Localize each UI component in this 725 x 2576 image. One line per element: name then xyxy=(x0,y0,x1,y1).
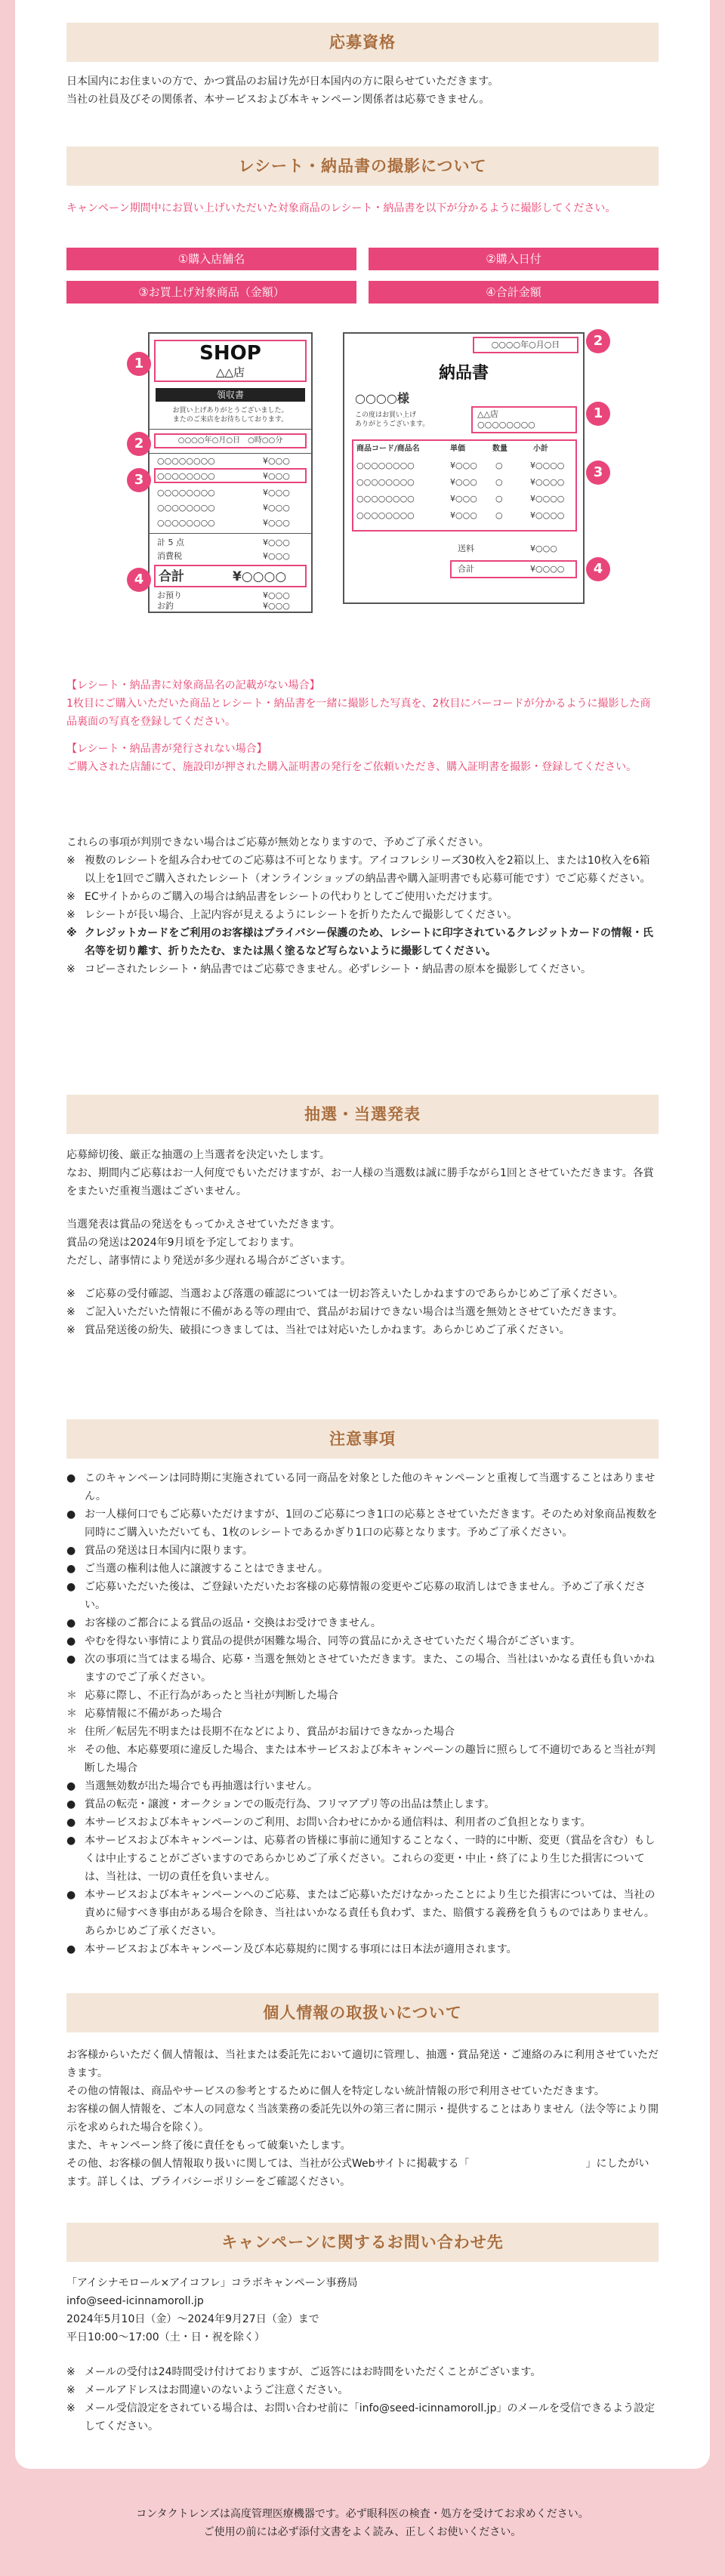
note-mark: ● xyxy=(66,1563,76,1575)
note-mark: ● xyxy=(66,1617,76,1629)
invoice-total-value: ¥○○○○ xyxy=(530,564,565,574)
badge-2-invoice: 2 xyxy=(586,329,610,353)
lottery-line: 応募締切後、厳正な抽選の上当選者を決定いたします。 xyxy=(66,1149,330,1161)
divider xyxy=(150,453,311,454)
footer-line: ご使用の前には必ず添付文書をよく読み、正しくお使いください。 xyxy=(203,2526,522,2538)
note-text: 応募情報に不備があった場合 xyxy=(85,1708,222,1720)
caution-subitem xyxy=(66,1723,659,1741)
contact-office: 「アイシナモロール×アイコフレ」コラボキャンペーン事務局 xyxy=(66,2277,358,2289)
note-mark: ※ xyxy=(66,927,77,939)
note-text: 次の事項に当てはまる場合、応募・当選を無効とさせていただきます。また、この場合、当社はいかなる責任も負いかねますのでご了承ください。 xyxy=(85,1653,655,1684)
invoice-row-item: ○○○○○○○○ xyxy=(356,461,415,470)
caution-item xyxy=(66,1578,659,1614)
note-text: 当選無効数が出た場合でも再抽選は行いません。 xyxy=(85,1780,318,1792)
invoice-title: 納品書 xyxy=(438,364,489,383)
receipt-heading: レシート・納品書の撮影について xyxy=(66,146,659,186)
receipt-note xyxy=(66,960,659,978)
lottery-note xyxy=(66,1303,659,1321)
invoice-date: ○○○○年○月○日 xyxy=(491,340,560,350)
invoice-row-item: ○○○○○○○○ xyxy=(356,494,415,504)
receipt-tax-price: ¥○○○ xyxy=(263,551,290,561)
note-text: ご応募いただいた後は、ご登録いただいたお客様の応募情報の変更やご応募の取消しはできません。予めご了承ください。 xyxy=(85,1581,646,1611)
note-text: 本サービスおよび本キャンペーンのご利用、お問い合わせにかかる通信料は、利用者のご負担となります。 xyxy=(85,1816,591,1829)
shop-name: SHOP xyxy=(199,342,261,365)
note-mark: ● xyxy=(66,1545,76,1557)
receipt-item: ○○○○○○○○ xyxy=(157,518,215,528)
invoice-col-header: 数量 xyxy=(492,445,508,453)
divider xyxy=(150,429,311,430)
receipt-note xyxy=(66,906,659,924)
receipt-deposit-price: ¥○○○ xyxy=(263,590,290,600)
contact-note xyxy=(66,2363,659,2381)
receipt-item: ○○○○○○○○ xyxy=(157,456,215,466)
invoice-col-header: 単価 xyxy=(450,445,465,453)
invoice-thanks: この度はお買い上げ xyxy=(355,411,417,419)
contact-body xyxy=(66,2274,659,2436)
caution-item xyxy=(66,1505,659,1542)
note-text: その他、本応募要項に違反した場合、または本サービスおよび本キャンペーンの趣旨に照らして不適切であると当社が判断した場合 xyxy=(85,1744,656,1774)
contact-hours: 平日10:00～17:00（土・日・祝を除く） xyxy=(66,2331,265,2343)
badge-3-receipt: 3 xyxy=(127,468,151,492)
invoice-shipping: 送料 xyxy=(458,544,474,553)
note-text: ECサイトからのご購入の場合は納品書をレシートの代わりとしてご使用いただけます。 xyxy=(85,891,499,903)
receipt-total-label: 合計 xyxy=(159,569,184,584)
lottery-line: 当選発表は賞品の発送をもってかえさせていただきます。 xyxy=(66,1219,341,1231)
privacy-line: お客様からいただく個人情報は、当社または委託先において適切に管理し、抽選・賞品発送・ご連絡のみに利用させていただきます。 xyxy=(66,2049,659,2079)
note-text: 賞品の発送は日本国内に限ります。 xyxy=(85,1545,253,1557)
note-mark: ● xyxy=(66,1835,76,1847)
note-text: 賞品の転売・譲渡・オークションでの販売行為、フリマアプリ等の出品は禁止します。 xyxy=(85,1798,495,1810)
note-mark: ＊ xyxy=(66,1726,77,1738)
invoice-total-label: 合計 xyxy=(458,564,474,574)
note-mark: ※ xyxy=(66,2366,76,2378)
note-text: やむを得ない事情により賞品の提供が困難な場合、同等の賞品にかえさせていただく場合がございます。 xyxy=(85,1635,581,1647)
receipt-thanks: お買い上げありがとうございました。 xyxy=(172,407,288,414)
note-mark: ● xyxy=(66,1816,76,1829)
note-mark: ※ xyxy=(66,909,76,921)
caution-item xyxy=(66,1886,659,1940)
invoice-store: △△店 xyxy=(477,409,498,419)
note-text: メールの受付は24時間受け付けておりますが、ご返答にはお時間をいただくことがございます。 xyxy=(85,2366,541,2378)
invoice-row-qty: ○ xyxy=(495,494,503,504)
invoice-row-subtotal: ¥○○○○ xyxy=(530,477,565,487)
content-card xyxy=(15,0,710,2469)
note-mark: ● xyxy=(66,1635,76,1647)
shop-receipt-illustration xyxy=(148,332,313,613)
receipt-count-price: ¥○○○ xyxy=(263,538,290,547)
note-mark: ＊ xyxy=(66,1690,77,1702)
note-text: 本サービスおよび本キャンペーンへのご応募、またはご応募いただけなかったことにより生じた損害については、当社の責めに帰すべき事由がある場合を除き、当社はいかなる責任も負わず、また、賠償する義務を負うものではありません。あらかじめご了承ください。 xyxy=(85,1889,656,1937)
receipt-intro xyxy=(66,199,659,217)
invoice-thanks: ありがとうございます。 xyxy=(355,421,430,428)
invoice-row-price: ¥○○○ xyxy=(450,461,477,470)
case1-body: 1枚目にご購入いただいた商品とレシート・納品書を一緒に撮影した写真を、2枚目にバーコードが分かるように撮影した商品裏面の写真を登録してください。 xyxy=(66,698,651,728)
note-mark: ＊ xyxy=(66,1744,77,1756)
invoice-store-no: ○○○○○○○○ xyxy=(477,420,535,430)
note-mark: ● xyxy=(66,1943,76,1955)
note-text: レシートが長い場合、上記内容が見えるようにレシートを折りたたんで撮影してください。 xyxy=(85,909,518,921)
privacy-body xyxy=(66,2046,659,2191)
note-text: お客様のご都合による賞品の返品・交換はお受けできません。 xyxy=(85,1617,381,1629)
receipt-general: これらの事項が判別できない場合はご応募が無効となりますので、予めご了承ください。 xyxy=(66,837,489,849)
lottery-note xyxy=(66,1285,659,1303)
note-mark: ※ xyxy=(66,891,76,903)
caution-item xyxy=(66,1813,659,1832)
badge-3-invoice: 3 xyxy=(586,461,610,485)
note-mark: ● xyxy=(66,1780,76,1792)
receipt-title: 領収書 xyxy=(156,388,305,402)
caution-subitem xyxy=(66,1741,659,1777)
contact-notes xyxy=(66,2363,659,2436)
badge-4-receipt: 4 xyxy=(127,568,151,592)
note-text: 複数のレシートを組み合わせてのご応募は不可となります。アイコフレシリーズ30枚入を2箱以上、または10枚入を6箱以上を1回でご購入されたレシート（オンラインショップの納品書や購入証明書でも応募可能です）でご応募ください。 xyxy=(85,855,651,885)
receipt-price: ¥○○○ xyxy=(263,488,290,498)
note-mark: ＊ xyxy=(66,1708,77,1720)
caution-subitem xyxy=(66,1705,659,1723)
caution-item xyxy=(66,1795,659,1813)
note-mark: ※ xyxy=(66,963,76,975)
receipt-deposit: お預り xyxy=(157,590,182,600)
shop-branch: △△店 xyxy=(215,365,245,379)
note-text: 本サービスおよび本キャンペーン及び本応募規約に関する事項には日本法が適用されます。 xyxy=(85,1943,517,1955)
note-text: ご応募の受付確認、当選および落選の確認については一切お答えいたしかねますのであらかじめご了承ください。 xyxy=(85,1288,624,1300)
caution-list xyxy=(66,1469,659,1958)
receipt-price: ¥○○○ xyxy=(263,518,290,528)
caution-body xyxy=(66,1469,659,1958)
privacy-line: また、キャンペーン終了後に責任をもって破棄いたします。 xyxy=(66,2140,351,2152)
caution-item xyxy=(66,1777,659,1795)
receipt-change: お釣 xyxy=(157,601,174,611)
note-text: クレジットカードをご利用のお客様はプライバシー保護のため、レシートに印字されているクレジットカードの情報・氏名等を切り離す、折りたたむ、または黒く塗るなど写らないように撮影してください。 xyxy=(85,927,653,957)
special-cases xyxy=(66,676,659,776)
receipt-note-credit-card xyxy=(66,924,659,960)
receipt-item: ○○○○○○○○ xyxy=(157,503,215,513)
case2-body: ご購入された店舗にて、施設印が押された購入証明書の発行をご依頼いただき、購入証明書を撮影・登録してください。 xyxy=(66,761,637,773)
requirement-items: ③お買上げ対象商品（金額） xyxy=(66,281,356,304)
caution-item xyxy=(66,1542,659,1560)
note-text: 応募に際し、不正行為があったと当社が判断した場合 xyxy=(85,1690,338,1702)
receipt-note xyxy=(66,888,659,906)
receipt-price: ¥○○○ xyxy=(263,456,290,466)
lottery-line: 賞品の発送は2024年9月頃を予定しております。 xyxy=(66,1237,301,1249)
note-text: メールアドレスはお間違いのないようご注意ください。 xyxy=(85,2384,349,2396)
receipt-thanks: またのご来店をお待ちしております。 xyxy=(172,416,288,424)
invoice-row-price: ¥○○○ xyxy=(450,510,477,520)
note-text: このキャンペーンは同時期に実施されている同一商品を対象とした他のキャンペーンと重複して当選することはありません。 xyxy=(85,1472,656,1502)
caution-heading: 注意事項 xyxy=(66,1419,659,1459)
receipt-price: ¥○○○ xyxy=(263,503,290,513)
footer-line: コンタクトレンズは高度管理医療機器です。必ず眼科医の検査・処方を受けてお求めください。 xyxy=(136,2508,589,2520)
lottery-heading: 抽選・当選発表 xyxy=(66,1095,659,1134)
caution-item xyxy=(66,1469,659,1505)
note-text: 住所／転居先不明または長期不在などにより、賞品がお届けできなかった場合 xyxy=(85,1726,455,1738)
badge-2-receipt: 2 xyxy=(127,432,151,456)
requirement-total: ④合計金額 xyxy=(369,281,659,304)
note-text: 賞品発送後の紛失、破損につきましては、当社では対応いたしかねます。あらかじめご了承ください。 xyxy=(85,1324,570,1336)
badge-1-receipt: 1 xyxy=(127,352,151,376)
note-text: メール受信設定をされている場合は、お問い合わせ前に「info@seed-icinnamoroll.jp」のメールを受信できるよう設定してください。 xyxy=(85,2402,656,2433)
requirement-store-name: ①購入店舗名 xyxy=(66,248,356,270)
receipt-price: ¥○○○ xyxy=(263,471,290,481)
privacy-line: その他、お客様の個人情報取り扱いに関しては、当社が公式Webサイトに掲載する「 」にしたがいます。詳しくは、プライバシーポリシーをご確認ください。 xyxy=(66,2158,649,2188)
footer xyxy=(0,2505,725,2541)
receipt-note xyxy=(66,852,659,888)
receipt-date: ○○○○年○月○日 ○時○○分 xyxy=(177,436,283,445)
invoice-shipping-price: ¥○○○ xyxy=(530,544,557,553)
invoice-row-subtotal: ¥○○○○ xyxy=(530,510,565,520)
invoice-row-qty: ○ xyxy=(495,510,503,520)
contact-note xyxy=(66,2381,659,2399)
note-mark: ※ xyxy=(66,2402,76,2414)
invoice-row-qty: ○ xyxy=(495,477,503,487)
receipt-item: ○○○○○○○○ xyxy=(157,471,215,481)
caution-subitem xyxy=(66,1687,659,1705)
receipt-tax: 消費税 xyxy=(157,551,182,561)
invoice-row-subtotal: ¥○○○○ xyxy=(530,461,565,470)
invoice-illustration xyxy=(343,332,585,604)
divider xyxy=(150,533,311,534)
contact-heading: キャンペーンに関するお問い合わせ先 xyxy=(66,2223,659,2262)
note-mark: ● xyxy=(66,1472,76,1484)
invoice-row-item: ○○○○○○○○ xyxy=(356,510,415,520)
note-mark: ● xyxy=(66,1508,76,1521)
note-mark: ● xyxy=(66,1653,76,1665)
invoice-row-qty: ○ xyxy=(495,461,503,470)
caution-item xyxy=(66,1614,659,1632)
invoice-col-header: 商品コード/商品名 xyxy=(356,445,420,453)
invoice-row-price: ¥○○○ xyxy=(450,494,477,504)
badge-1-invoice: 1 xyxy=(586,402,610,426)
invoice-col-header: 小計 xyxy=(533,445,548,453)
note-text: 本サービスおよび本キャンペーンは、応募者の皆様に事前に通知することなく、一時的に中断、変更（賞品を含む）もしくは中止することがございますのであらかじめご了承ください。これらの変更・中止・終了により生じた損害については、当社は、一切の責任を負いません。 xyxy=(85,1835,656,1883)
privacy-line: その他の情報は、商品やサービスの参考とするために個人を特定しない統計情報の形で利用させていただきます。 xyxy=(66,2085,605,2097)
note-text: お一人様何口でもご応募いただけますが、1回のご応募につき1口の応募とさせていただきます。そのため対象商品複数を同時にご購入いただいても、1枚のレシートであるかぎり1口の応募となります。予めご了承ください。 xyxy=(85,1508,658,1539)
note-mark: ● xyxy=(66,1798,76,1810)
contact-note xyxy=(66,2399,659,2436)
lottery-line: なお、期間内ご応募はお一人何度でもいただけますが、お一人様の当選数は誠に勝手ながら1回とさせていただきます。各賞をまたいだ重複当選はございません。 xyxy=(66,1167,654,1197)
lottery-notes xyxy=(66,1285,659,1339)
receipt-total-value: ¥○○○○ xyxy=(233,569,287,584)
note-mark: ● xyxy=(66,1581,76,1593)
requirement-date: ②購入日付 xyxy=(369,248,659,270)
invoice-customer: ○○○○様 xyxy=(355,391,409,405)
note-mark: ● xyxy=(66,1889,76,1901)
receipt-count: 計 5 点 xyxy=(157,538,184,547)
note-mark: ※ xyxy=(66,1324,76,1336)
receipt-intro-text: キャンペーン期間中にお買い上げいただいた対象商品のレシート・納品書を以下が分かるように撮影してください。 xyxy=(66,202,616,214)
eligibility-line: 日本国内にお住まいの方で、かつ賞品のお届け先が日本国内の方に限らせていただきます。 xyxy=(66,75,499,88)
caution-item xyxy=(66,1632,659,1650)
contact-period: 2024年5月10日（金）～2024年9月27日（金）まで xyxy=(66,2313,319,2325)
invoice-row-subtotal: ¥○○○○ xyxy=(530,494,565,504)
eligibility-text xyxy=(66,72,659,109)
note-mark: ※ xyxy=(66,855,76,867)
case1-title: 【レシート・納品書に対象商品名の記載がない場合】 xyxy=(66,679,320,692)
invoice-row-price: ¥○○○ xyxy=(450,477,477,487)
note-mark: ※ xyxy=(66,1288,76,1300)
lottery-note xyxy=(66,1321,659,1339)
privacy-line: お客様の個人情報を、ご本人の同意なく当該業務の委託先以外の第三者に開示・提供することはありません（法令等により開示を求められた場合を除く）。 xyxy=(66,2103,659,2134)
badge-4-invoice: 4 xyxy=(586,557,610,581)
note-mark: ※ xyxy=(66,1306,76,1318)
lottery-line: ただし、諸事情により発送が多少遅れる場合がございます。 xyxy=(66,1255,351,1267)
eligibility-line: 当社の社員及びその関係者、本サービスおよび本キャンペーン関係者は応募できません。 xyxy=(66,94,490,106)
caution-item xyxy=(66,1560,659,1578)
note-text: コピーされたレシート・納品書ではご応募できません。必ずレシート・納品書の原本を撮影してください。 xyxy=(85,963,592,975)
case2-title: 【レシート・納品書が発行されない場合】 xyxy=(66,743,267,755)
note-mark: ※ xyxy=(66,2384,76,2396)
receipt-item: ○○○○○○○○ xyxy=(157,488,215,498)
caution-item xyxy=(66,1940,659,1958)
receipt-notes xyxy=(66,834,659,978)
note-text: ご当選の権利は他人に譲渡することはできません。 xyxy=(85,1563,329,1575)
caution-item xyxy=(66,1832,659,1886)
note-text: ご記入いただいた情報に不備がある等の理由で、賞品がお届けできない場合は当選を無効とさせていただきます。 xyxy=(85,1306,623,1318)
contact-email: info@seed-icinnamoroll.jp xyxy=(66,2295,204,2307)
privacy-heading: 個人情報の取扱いについて xyxy=(66,1993,659,2032)
eligibility-heading: 応募資格 xyxy=(66,23,659,62)
receipt-notes-list xyxy=(66,852,659,978)
receipt-change-price: ¥○○○ xyxy=(263,601,290,611)
caution-item xyxy=(66,1650,659,1687)
invoice-row-item: ○○○○○○○○ xyxy=(356,477,415,487)
lottery-body xyxy=(66,1146,659,1339)
